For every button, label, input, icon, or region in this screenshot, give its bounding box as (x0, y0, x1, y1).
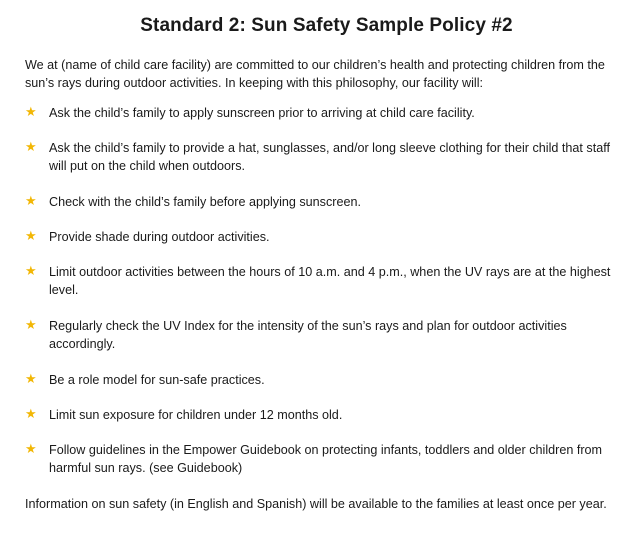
list-item-text: Provide shade during outdoor activities. (49, 230, 270, 244)
star-icon: ★ (25, 194, 37, 209)
star-icon: ★ (25, 372, 37, 387)
page-title: Standard 2: Sun Safety Sample Policy #2 (140, 15, 513, 36)
list-item (25, 193, 628, 211)
list-item (25, 104, 628, 122)
list-item-text: Be a role model for sun-safe practices. (49, 373, 265, 387)
list-item (25, 263, 628, 299)
list-item (25, 406, 628, 424)
list-item (25, 139, 628, 175)
list-item-text: Follow guidelines in the Empower Guidebook on protecting infants, toddlers and older children from harmful sun rays. (see Guidebook) (49, 443, 603, 475)
closing-paragraph: Information on sun safety (in English and Spanish) will be available to the families at least once per year. (25, 497, 607, 511)
star-icon: ★ (25, 442, 37, 457)
star-icon: ★ (25, 140, 37, 155)
list-item-text: Check with the child’s family before applying sunscreen. (49, 195, 361, 209)
star-icon: ★ (25, 105, 37, 120)
list-item (25, 317, 628, 353)
list-item (25, 228, 628, 246)
list-item-text: Limit outdoor activities between the hours of 10 a.m. and 4 p.m., when the UV rays are at the highest level. (49, 265, 611, 297)
star-icon: ★ (25, 407, 37, 422)
list-item-text: Ask the child’s family to apply sunscreen prior to arriving at child care facility. (49, 106, 475, 120)
star-icon: ★ (25, 318, 37, 333)
list-item-text: Limit sun exposure for children under 12 months old. (49, 408, 343, 422)
star-icon: ★ (25, 229, 37, 244)
policy-list (25, 104, 628, 477)
intro-paragraph: We at (name of child care facility) are committed to our children’s health and protecting children from the sun’s rays during outdoor activities. In keeping with this philosophy, our facility will: (25, 58, 605, 90)
list-item (25, 371, 628, 389)
list-item-text: Ask the child’s family to provide a hat, sunglasses, and/or long sleeve clothing for their child that staff will put on the child when outdoors. (49, 141, 610, 173)
list-item-text: Regularly check the UV Index for the intensity of the sun’s rays and plan for outdoor activities accordingly. (49, 319, 567, 351)
list-item (25, 441, 628, 477)
star-icon: ★ (25, 264, 37, 279)
